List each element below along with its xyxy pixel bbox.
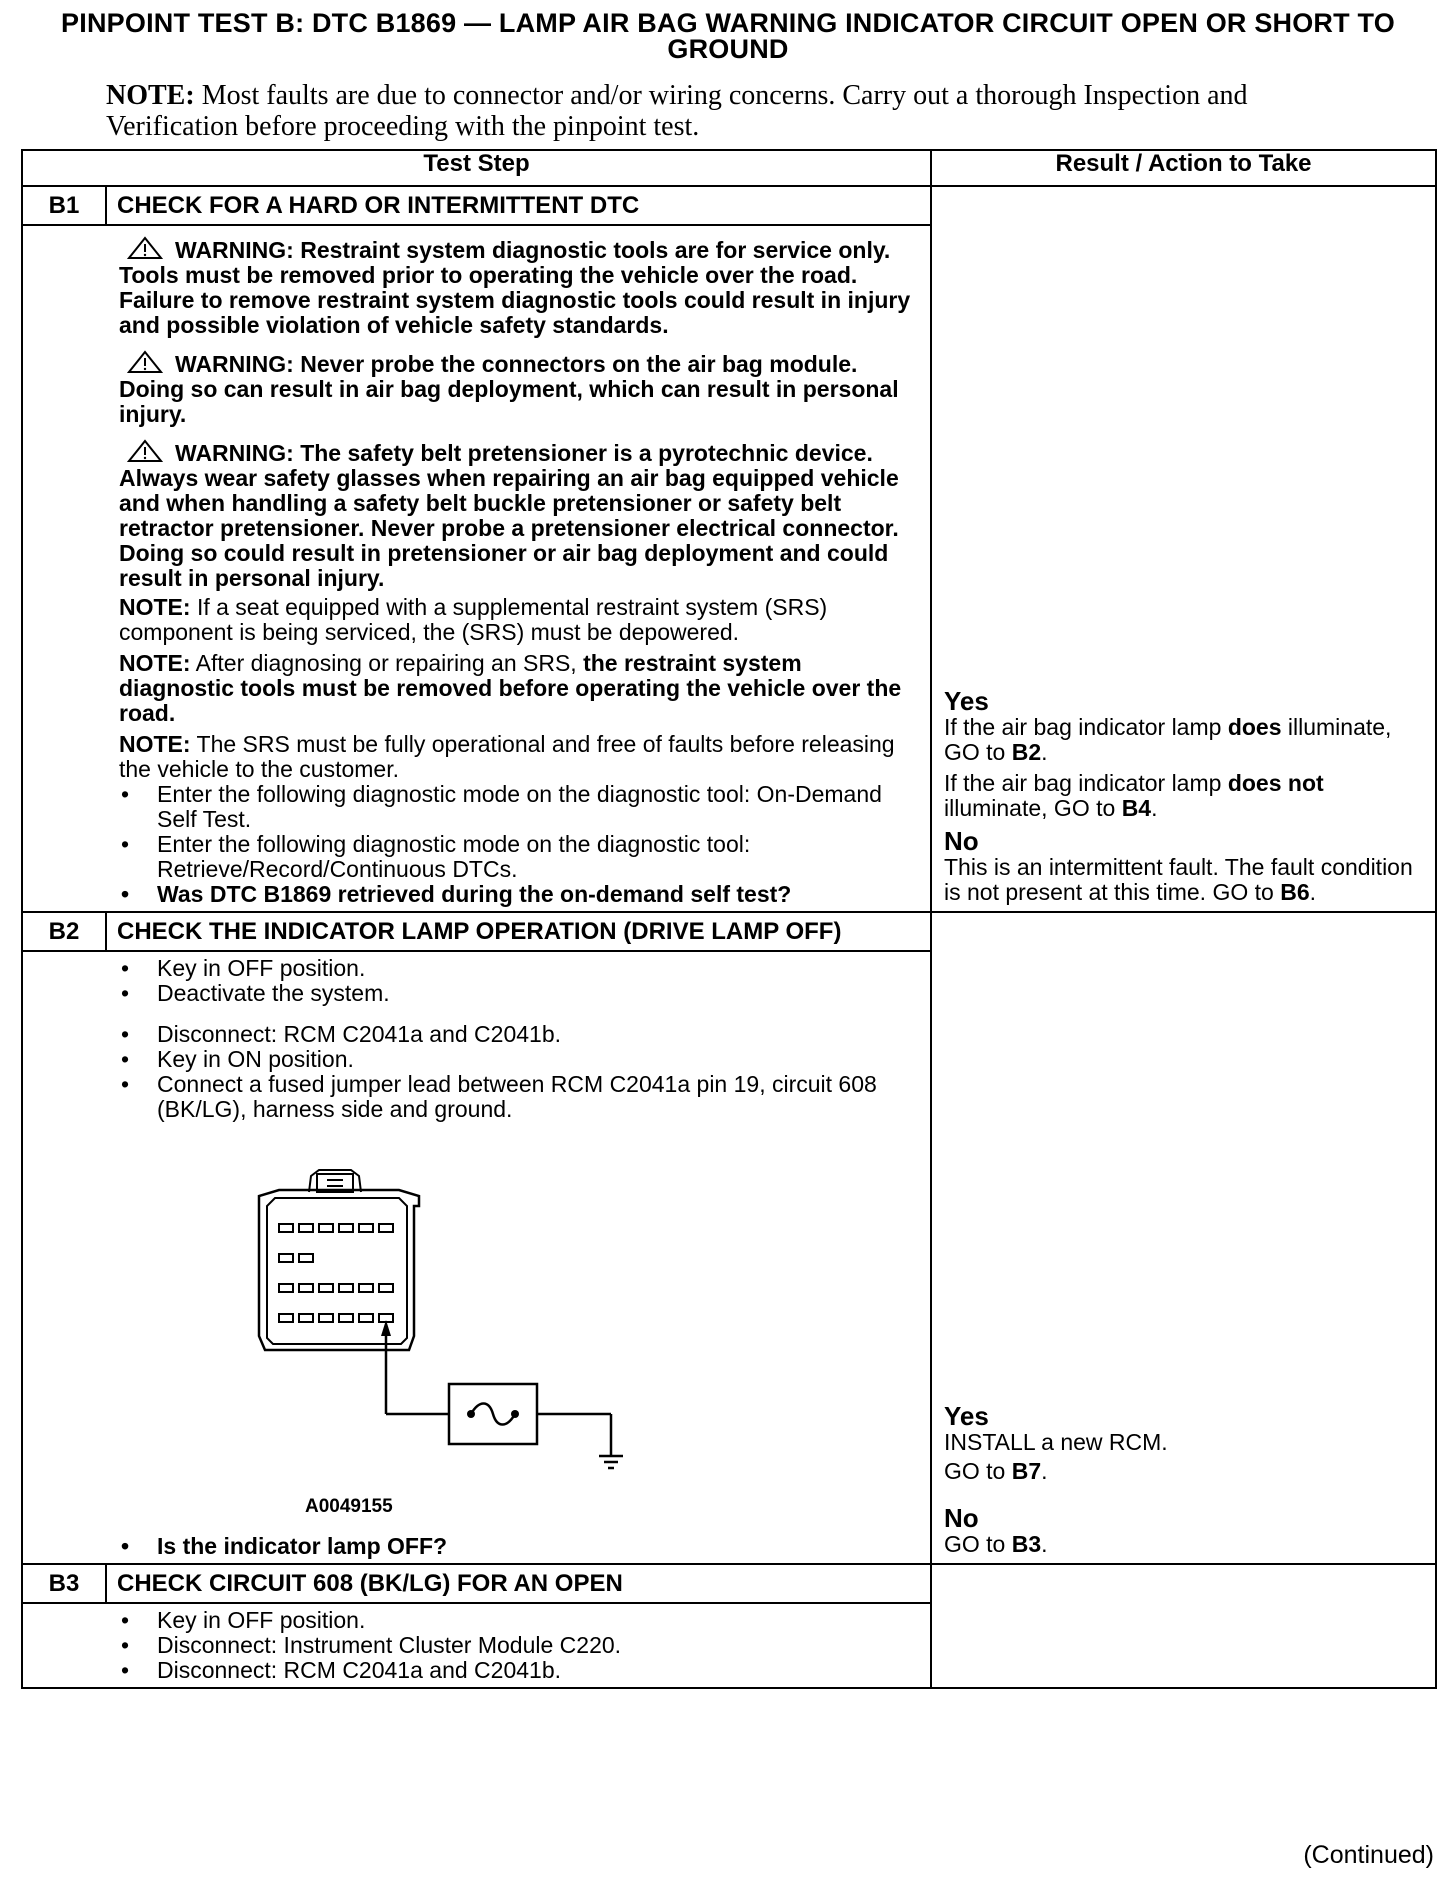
continued-label: (Continued) xyxy=(1303,1841,1434,1869)
step-b1-body xyxy=(22,225,931,912)
warning-3: WARNING: The safety belt pretensioner is a pyrotechnic device. Always wear safety glasses when repairing an air bag equipped vehicle and when handling a safety belt buckle pretensioner or safety belt retractor pretensioner. Never probe a pretensioner electrical connector. Doing so could result in pretensioner or air bag deployment and could result in personal injury. xyxy=(119,440,899,591)
warning-1: WARNING: Restraint system diagnostic tools are for service only. Tools must be removed prior to operating the vehicle over the road. Failure to remove restraint system diagnostic tools could result in injury and possible violation of vehicle safety standards. xyxy=(119,237,911,338)
result-b2-yes-line1: INSTALL a new RCM. xyxy=(944,1429,1168,1455)
warning-triangle-icon xyxy=(127,350,163,374)
step-b3-body xyxy=(22,1603,931,1688)
step-b2-question: • Is the indicator lamp OFF? xyxy=(119,1534,920,1559)
step-b2-question-list xyxy=(119,1534,920,1559)
warning-triangle-icon xyxy=(127,236,163,260)
step-title-b3: CHECK CIRCUIT 608 (BK/LG) FOR AN OPEN xyxy=(106,1564,931,1603)
step-title-b2: CHECK THE INDICATOR LAMP OPERATION (DRIVE LAMP OFF) xyxy=(106,912,931,951)
note-1: NOTE: If a seat equipped with a supplemental restraint system (SRS) component is being serviced, the (SRS) must be depowered. xyxy=(119,594,828,645)
page-title: PINPOINT TEST B: DTC B1869 — LAMP AIR BAG WARNING INDICATOR CIRCUIT OPEN OR SHORT TO GROUND xyxy=(61,8,1395,64)
step-id-b2: B2 xyxy=(22,912,106,951)
result-b2-no-label: No xyxy=(944,1503,979,1533)
note-3: NOTE: The SRS must be fully operational and free of faults before releasing the vehicle to the customer. xyxy=(119,731,895,782)
step-b2-bullets-a xyxy=(119,956,920,1006)
list-item: • Connect a fused jumper lead between RCM C2041a pin 19, circuit 608 (BK/LG), harness side and ground. xyxy=(119,1072,920,1122)
step-b1-title-row xyxy=(22,186,1436,225)
intro-note-text: Most faults are due to connector and/or wiring concerns. Carry out a thorough Inspection and Verification before proceeding with the pinpoint test. xyxy=(106,80,1248,142)
step-b3-bullets xyxy=(119,1608,920,1683)
header-test-step: Test Step xyxy=(22,150,931,186)
result-b1-yes-label: Yes xyxy=(944,686,989,716)
warning-2: WARNING: Never probe the connectors on the air bag module. Doing so can result in air bag deployment, which can result in personal injury. xyxy=(119,351,899,427)
note-2: NOTE: After diagnosing or repairing an SRS, the restraint system diagnostic tools must be removed before operating the vehicle over the road. xyxy=(119,650,902,726)
step-b2-body xyxy=(22,951,931,1564)
list-item: • Disconnect: Instrument Cluster Module C220. xyxy=(119,1633,920,1658)
list-item: • Key in OFF position. xyxy=(119,1608,920,1633)
step-b1-bullets xyxy=(119,782,920,907)
list-item: • Deactivate the system. xyxy=(119,981,920,1006)
header-result: Result / Action to Take xyxy=(931,150,1436,186)
result-b1-yes-2: If the air bag indicator lamp does not illuminate, GO to B4. xyxy=(944,770,1324,821)
list-item: • Enter the following diagnostic mode on the diagnostic tool: Retrieve/Record/Continuous DTCs. xyxy=(119,832,920,882)
result-b2-yes-goto: GO to B7. xyxy=(944,1458,1048,1484)
result-b1-yes-1: If the air bag indicator lamp does illuminate, GO to B2. xyxy=(944,714,1392,765)
step-b1-question: • Was DTC B1869 retrieved during the on-demand self test? xyxy=(119,882,920,907)
intro-note-label: NOTE: xyxy=(106,80,195,111)
step-title-b1: CHECK FOR A HARD OR INTERMITTENT DTC xyxy=(106,186,931,225)
intro-note xyxy=(106,80,1306,142)
list-item: • Disconnect: RCM C2041a and C2041b. xyxy=(119,1022,920,1047)
result-b1 xyxy=(931,186,1436,912)
list-item: • Key in ON position. xyxy=(119,1047,920,1072)
list-item: • Key in OFF position. xyxy=(119,956,920,981)
warning-triangle-icon xyxy=(127,439,163,463)
result-b2-yes-label: Yes xyxy=(944,1401,989,1431)
step-b2-title-row xyxy=(22,912,1436,951)
step-id-b3: B3 xyxy=(22,1564,106,1603)
result-b2-no-goto: GO to B3. xyxy=(944,1531,1048,1557)
result-b1-no-text: This is an intermittent fault. The fault condition is not present at this time. GO to B6. xyxy=(944,854,1413,905)
connector-jumper-illustration xyxy=(249,1166,769,1496)
figure-id: A0049155 xyxy=(305,1496,393,1517)
table-header-row xyxy=(22,150,1436,186)
result-b3 xyxy=(931,1564,1436,1688)
step-b2-bullets-b xyxy=(119,1022,920,1122)
step-id-b1: B1 xyxy=(22,186,106,225)
result-b2 xyxy=(931,912,1436,1564)
step-b3-title-row xyxy=(22,1564,1436,1603)
result-b1-no-label: No xyxy=(944,826,979,856)
list-item: • Disconnect: RCM C2041a and C2041b. xyxy=(119,1658,920,1683)
pinpoint-test-table xyxy=(21,149,1437,1689)
list-item: • Enter the following diagnostic mode on the diagnostic tool: On-Demand Self Test. xyxy=(119,782,920,832)
connector-diagram xyxy=(249,1166,769,1526)
